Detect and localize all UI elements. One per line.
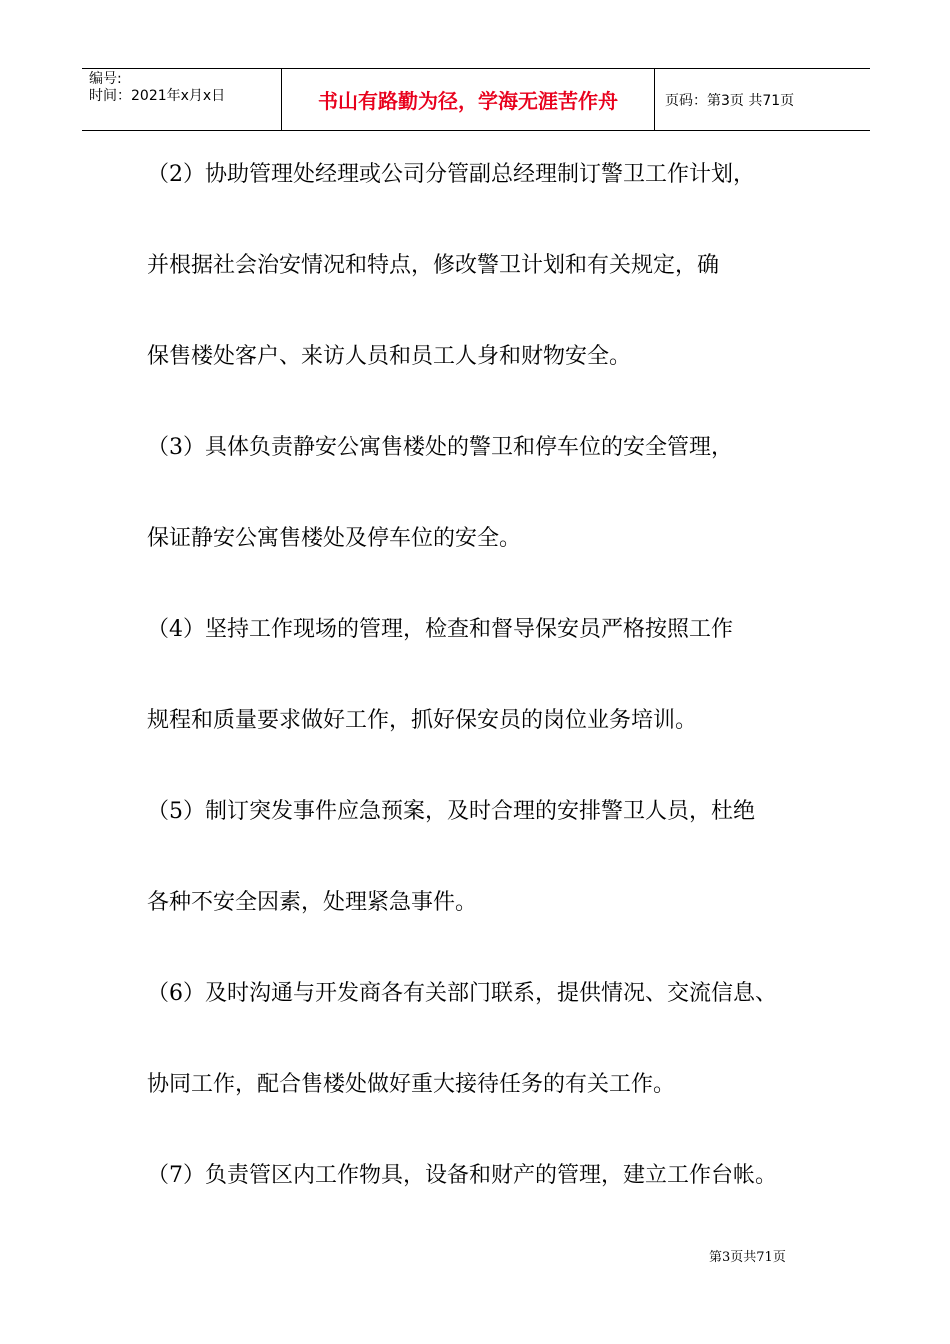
document-header bbox=[82, 68, 870, 131]
body-line: 各种不安全因素，处理紧急事件。 bbox=[147, 890, 478, 915]
body-line: （3）具体负责静安公寓售楼处的警卫和停车位的安全管理， bbox=[147, 435, 733, 460]
header-meta-cell bbox=[82, 69, 282, 130]
body-line: 协同工作，配合售楼处做好重大接待任务的有关工作。 bbox=[147, 1072, 676, 1097]
header-motto-cell bbox=[282, 69, 655, 130]
header-page-cell bbox=[655, 69, 870, 130]
body-line: （4）坚持工作现场的管理，检查和督导保安员严格按照工作 bbox=[147, 617, 733, 642]
motto-text: 书山有路勤为径，学海无涯苦作舟 bbox=[318, 89, 618, 113]
time-label: 时间：2021年x月x日 bbox=[89, 88, 226, 104]
page-info: 页码：第3页 共71页 bbox=[665, 92, 795, 109]
body-line: 并根据社会治安情况和特点，修改警卫计划和有关规定，确 bbox=[147, 253, 720, 278]
page-footer: 第3页共71页 bbox=[709, 1250, 786, 1265]
body-line: 规程和质量要求做好工作，抓好保安员的岗位业务培训。 bbox=[147, 708, 698, 733]
body-line: （7）负责管区内工作物具，设备和财产的管理，建立工作台帐。 bbox=[147, 1163, 777, 1188]
number-label: 编号: bbox=[89, 71, 122, 87]
document-body bbox=[147, 150, 847, 1242]
body-line: （6）及时沟通与开发商各有关部门联系，提供情况、交流信息、 bbox=[147, 981, 777, 1006]
body-line: （5）制订突发事件应急预案，及时合理的安排警卫人员，杜绝 bbox=[147, 799, 755, 824]
body-line: （2）协助管理处经理或公司分管副总经理制订警卫工作计划， bbox=[147, 162, 755, 187]
body-line: 保证静安公寓售楼处及停车位的安全。 bbox=[147, 526, 522, 551]
body-line: 保售楼处客户、来访人员和员工人身和财物安全。 bbox=[147, 344, 632, 369]
